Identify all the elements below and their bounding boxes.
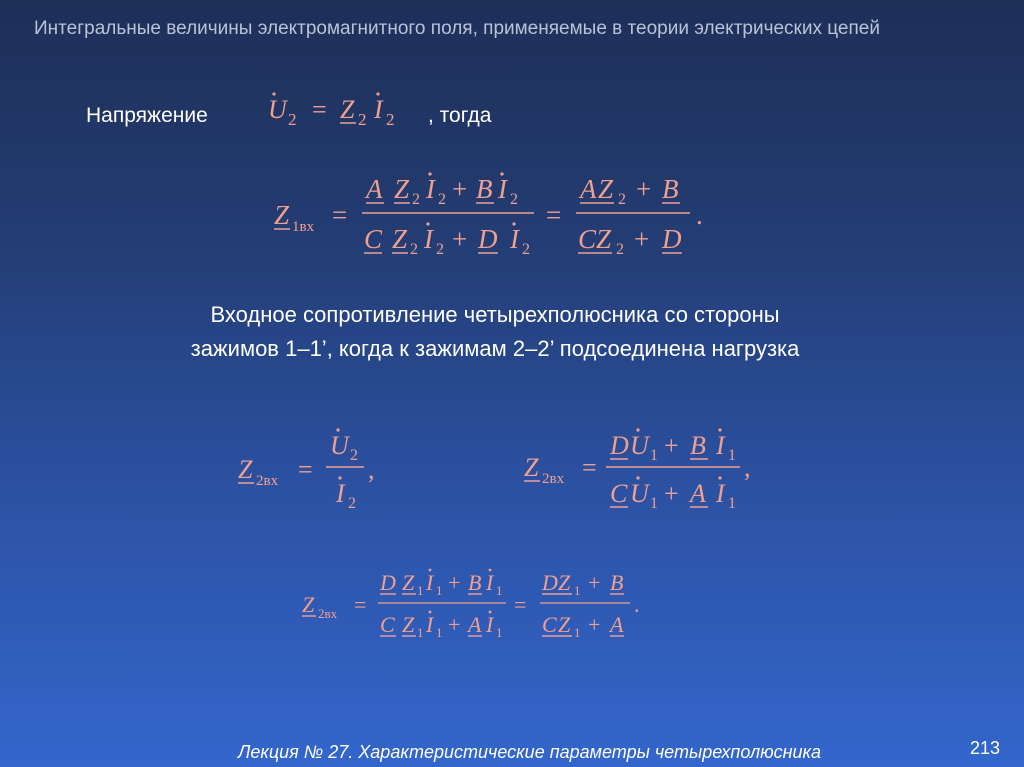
formula-symbol: Z (402, 570, 415, 595)
formula-symbol: 2 (616, 241, 624, 258)
formula-symbol: I (336, 479, 345, 508)
formula-symbol: + (452, 224, 468, 254)
formula-symbol: 1 (728, 495, 736, 512)
formula-symbol: B (662, 174, 679, 204)
formula-symbol: D (380, 570, 396, 595)
formula-z2-input-basic (232, 424, 402, 524)
formula-symbol: 2 (412, 191, 420, 208)
formula-symbol: + (448, 612, 461, 637)
formula-symbol: C (380, 612, 395, 637)
formula-symbol: 1 (496, 583, 503, 598)
formula-symbol: + (452, 174, 468, 204)
formula-symbol: = (546, 200, 562, 230)
formula-symbol: 1 (650, 447, 658, 464)
formula-symbol: + (664, 479, 679, 508)
formula-symbol: C (578, 224, 597, 254)
description-line-2: зажимов 1–1’, когда к зажимам 2–2’ подсоединена нагрузка (190, 336, 800, 361)
formula-symbol: B (476, 174, 493, 204)
footer-lecture-title: Лекция № 27. Характеристические параметры четырехполюсника (238, 742, 822, 762)
input-impedance-description (60, 298, 930, 366)
then-label: , тогда (428, 104, 492, 127)
formula-symbol: I (426, 174, 435, 204)
formula-symbol: I (486, 612, 494, 637)
formula-symbol: 1 (574, 625, 581, 640)
formula-symbol: Z (524, 453, 539, 482)
formula-voltage (256, 84, 416, 138)
formula-symbol: A (580, 174, 597, 204)
formula-symbol: 2вх (542, 471, 565, 487)
formula-symbol: 2 (438, 191, 446, 208)
formula-symbol: = (582, 453, 597, 482)
formula-symbol: + (588, 570, 601, 595)
formula-symbol: Z (558, 612, 571, 637)
formula-symbol: . (696, 200, 703, 230)
formula-symbol: , (368, 455, 375, 484)
formula-symbol: 1 (436, 625, 443, 640)
formula-symbol: Z (238, 455, 253, 484)
formula-symbol: 1 (417, 583, 424, 598)
formula-symbol: + (664, 431, 679, 460)
formula-symbol: 2 (348, 495, 356, 512)
formula-symbol: 1 (417, 625, 424, 640)
formula-symbol: A (366, 174, 383, 204)
formula-symbol: C (542, 612, 557, 637)
slide-header-title: Интегральные величины электромагнитного поля, применяемые в теории электрических цепей (34, 18, 880, 39)
formula-symbol: Z (558, 570, 571, 595)
formula-symbol: D (662, 224, 682, 254)
formula-symbol: 2 (410, 241, 418, 258)
formula-symbol: Z (598, 174, 614, 204)
formula-symbol: I (424, 224, 433, 254)
formula-symbol: , (744, 453, 751, 482)
formula-symbol: = (354, 592, 367, 617)
formula-symbol: I (426, 612, 434, 637)
sym-sub: 2 (386, 110, 395, 129)
formula-symbol: 1 (436, 583, 443, 598)
formula-symbol: + (636, 174, 652, 204)
formula-symbol: A (690, 479, 706, 508)
formula-symbol: A (468, 612, 482, 637)
formula-symbol: Z (394, 174, 410, 204)
formula-symbol: I (716, 479, 725, 508)
formula-symbol: 2 (350, 447, 358, 464)
formula-symbol: . (634, 592, 640, 617)
formula-symbol: 1 (650, 495, 658, 512)
formula-symbol: I (426, 570, 434, 595)
sym-z: Z (340, 95, 355, 124)
formula-symbol: + (448, 570, 461, 595)
formula-z1-input (268, 168, 718, 268)
formula-symbol: D (542, 570, 558, 595)
formula-symbol: + (634, 224, 650, 254)
sym-sub: 1вх (292, 219, 315, 235)
sym-sub: 2 (358, 110, 367, 129)
formula-symbol: 2 (436, 241, 444, 258)
formula-symbol: 2вх (318, 606, 338, 621)
formula-symbol: B (690, 431, 706, 460)
formula-symbol: A (610, 612, 624, 637)
formula-symbol: I (498, 174, 507, 204)
formula-symbol: 2 (510, 191, 518, 208)
sym-i: I (374, 95, 383, 124)
formula-symbol: Z (392, 224, 408, 254)
formula-symbol: 1 (728, 447, 736, 464)
formula-symbol: Z (402, 612, 415, 637)
description-line-1: Входное сопротивление четырехполюсника со стороны (210, 302, 780, 327)
formula-symbol: Z (596, 224, 612, 254)
formula-symbol: 2 (618, 191, 626, 208)
sym-sub: 2 (288, 110, 297, 129)
formula-symbol: 1 (574, 583, 581, 598)
formula-symbol: + (588, 612, 601, 637)
formula-symbol: U (630, 431, 649, 460)
page-number: 213 (969, 738, 1000, 758)
formula-symbol: U (630, 479, 649, 508)
formula-z2-input-transfer (518, 424, 768, 524)
formula-symbol: I (510, 224, 519, 254)
formula-symbol: B (610, 570, 624, 595)
formula-symbol: Z (302, 592, 315, 617)
formula-symbol: 2 (522, 241, 530, 258)
formula-symbol: 1 (496, 625, 503, 640)
formula-symbol: D (478, 224, 498, 254)
formula-symbol: = (298, 455, 313, 484)
formula-symbol: = (514, 592, 527, 617)
sym-u: U (268, 95, 287, 124)
formula-symbol: 2вх (256, 473, 279, 489)
formula-symbol: C (364, 224, 383, 254)
formula-symbol: B (468, 570, 482, 595)
voltage-label: Напряжение (86, 104, 208, 127)
formula-symbol: I (486, 570, 494, 595)
formula-symbol: U (330, 431, 349, 460)
formula-symbol: C (610, 479, 628, 508)
sym-z: Z (274, 200, 290, 230)
formula-symbol: I (716, 431, 725, 460)
sym-eq: = (332, 200, 348, 230)
formula-z2-input-load (298, 566, 658, 650)
formula-symbol: D (610, 431, 629, 460)
sym-eq: = (312, 95, 327, 124)
